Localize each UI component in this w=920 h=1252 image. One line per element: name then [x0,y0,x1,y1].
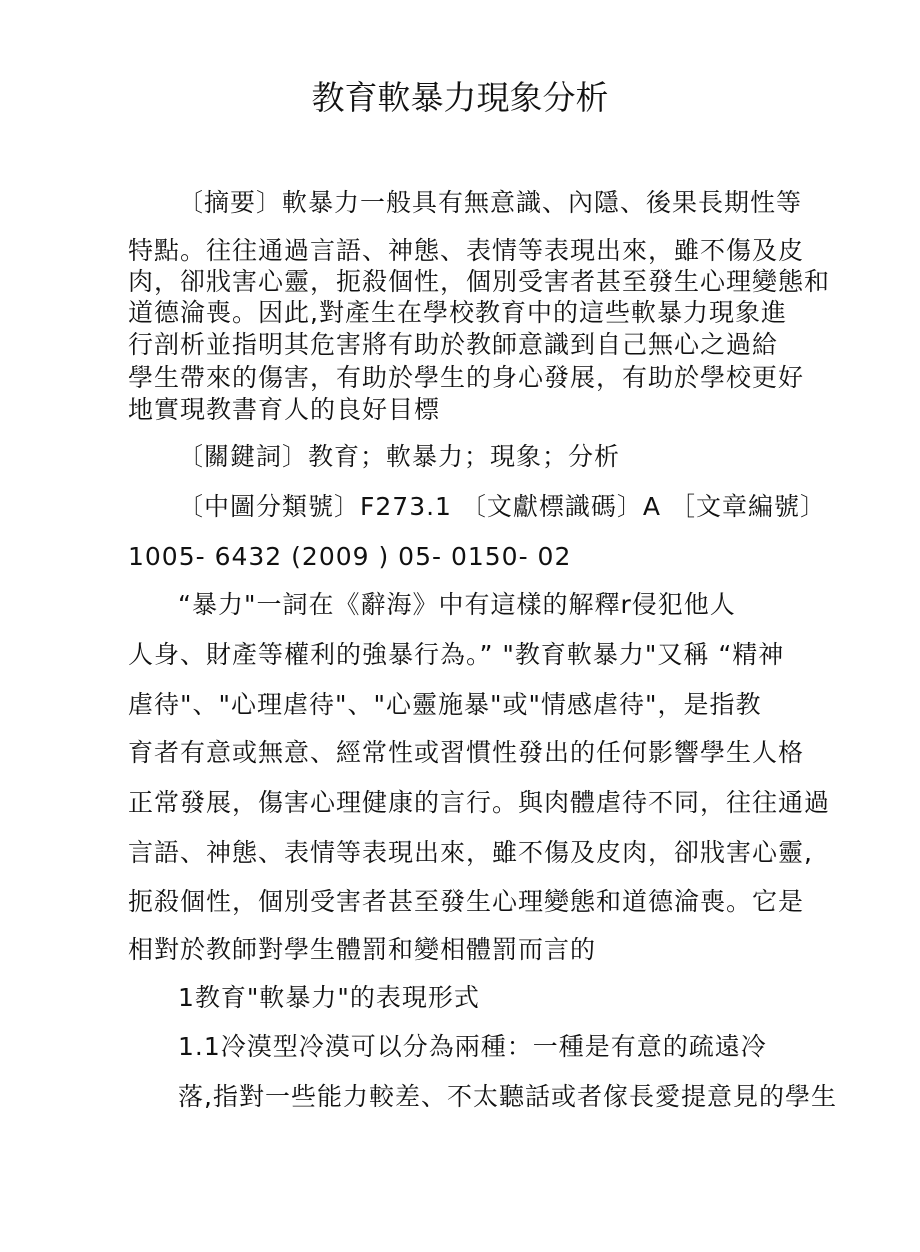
body-line: “暴力"一詞在《辭海》中有這樣的解釋r侵犯他人 [178,590,736,619]
abstract-line: 地實現教書育人的良好目標 [128,395,441,424]
abstract-line: 特點。往往通過言語、神態、表情等表現出來，雖不傷及皮 [128,236,805,265]
abstract-line: 學生帶來的傷害，有助於學生的身心發展，有助於學校更好 [128,363,805,392]
body-line: 扼殺個性，個別受害者甚至發生心理變態和道德淪喪。它是 [128,887,805,916]
abstract-line: 行剖析並指明其危害將有助於教師意識到自己無心之過給 [128,330,779,359]
article-number-line: 1005- 6432 (2009 ) 05- 0150- 02 [128,542,572,571]
abstract-line: 肉，卻戕害心靈，扼殺個性，個別受害者甚至發生心理變態和 [128,267,831,296]
document-title: 教育軟暴力現象分析 [311,78,609,117]
section-heading: 1教育"軟暴力"的表現形式 [178,983,480,1012]
abstract-line: 道德淪喪。因此,對產生在學校教育中的這些軟暴力現象進 [128,298,787,327]
abstract-line: 〔摘要〕軟暴力一般具有無意識、內隱、後果長期性等 [178,188,803,217]
body-line: 正常發展，傷害心理健康的言行。與肉體虐待不同，往往通過 [128,788,831,817]
classification-line: 〔中圖分類號〕F273.1 〔文獻標識碼〕A ［文章編號〕 [178,492,826,521]
body-line: 虐待"、"心理虐待"、"心靈施暴"或"情感虐待"，是指教 [128,690,762,719]
subsection-line: 1.1冷漠型冷漠可以分為兩種：一種是有意的疏遠冷 [178,1032,767,1061]
body-line: 育者有意或無意、經常性或習慣性發出的任何影響學生人格 [128,738,805,767]
body-line: 人身、財產等權利的強暴行為。” "教育軟暴力"又稱 “精神 [128,640,785,669]
body-line: 落,指對一些能力較差、不太聽話或者傢長愛提意見的學生 [178,1082,837,1111]
keywords-line: 〔關鍵詞〕教育；軟暴力；現象；分析 [178,442,621,471]
body-line: 相對於教師對學生體罰和變相體罰而言的 [128,935,597,964]
body-line: 言語、神態、表情等表現出來，雖不傷及皮肉，卻戕害心靈, [128,838,813,867]
